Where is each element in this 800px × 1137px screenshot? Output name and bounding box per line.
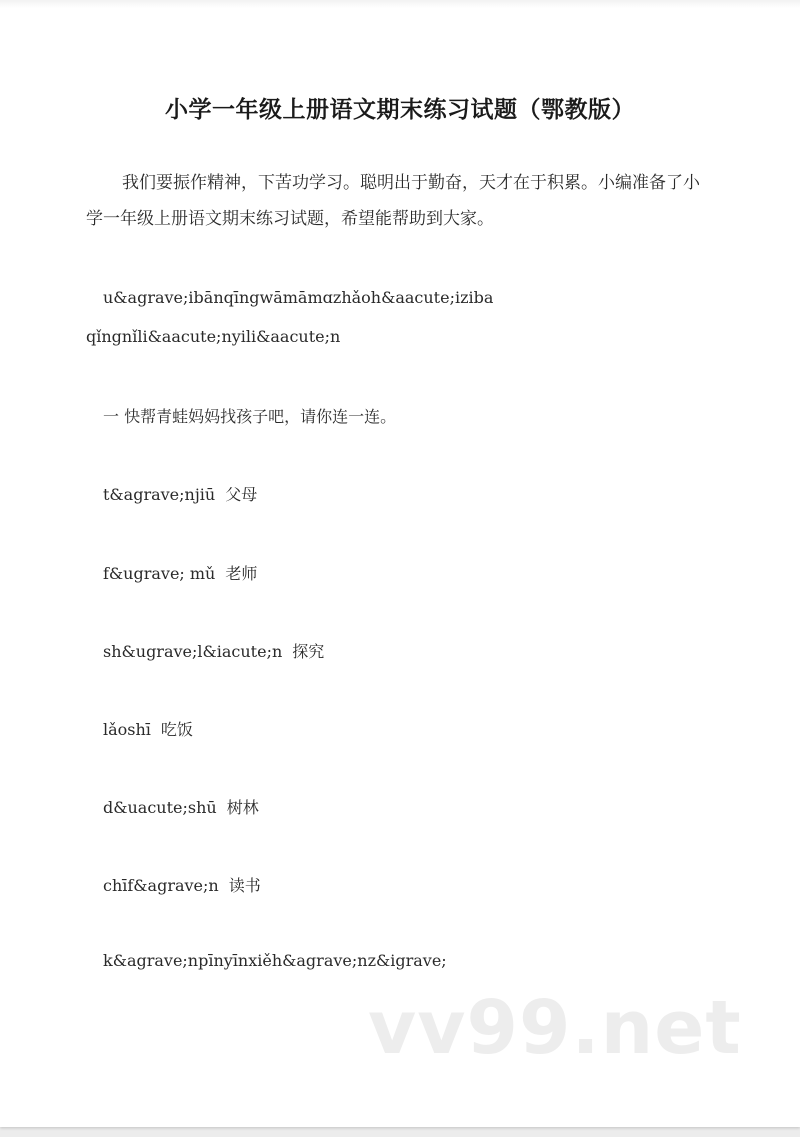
intro-paragraph: 我们要振作精神，下苦功学习。聪明出于勤奋，天才在于积累。小编准备了小学一年级上册语文期末练习试题，希望能帮助到大家。 [86, 173, 700, 229]
section-heading-1: 一 快帮青蛙妈妈找孩子吧，请你连一连。 [103, 407, 397, 426]
pair-word: 老师 [225, 564, 258, 583]
pair-pinyin: chīf&agrave;n [103, 876, 219, 895]
pair-word: 探究 [292, 642, 325, 661]
pair-word: 树林 [226, 798, 259, 817]
pair-word: 父母 [225, 485, 258, 504]
pair-word: 读书 [228, 876, 261, 895]
pair-pinyin: lǎoshī [103, 720, 151, 739]
pair-pinyin: f&ugrave; mǔ [103, 564, 216, 583]
list-item [103, 873, 261, 896]
page-top-shade [0, 0, 800, 8]
page-title: 小学一年级上册语文期末练习试题（鄂教版） [165, 97, 635, 123]
pair-pinyin: t&agrave;njiū [103, 485, 216, 504]
pinyin-line-1: u&agrave;ibānqīngwāmāmɑzhǎoh&aacute;iziba [103, 288, 494, 307]
list-item [103, 561, 257, 584]
watermark: vv99.net [368, 985, 742, 1071]
pinyin-line-2: qǐngnǐli&aacute;nyili&aacute;n [86, 327, 341, 346]
pair-pinyin: sh&ugrave;l&iacute;n [103, 642, 283, 661]
list-item [103, 795, 259, 818]
list-item [103, 482, 257, 505]
pair-pinyin: d&uacute;shū [103, 798, 217, 817]
list-item [103, 717, 193, 740]
pinyin-heading-2: k&agrave;npīnyīnxiěh&agrave;nz&igrave; [103, 951, 447, 970]
list-item [103, 639, 324, 662]
pair-word: 吃饭 [160, 720, 193, 739]
